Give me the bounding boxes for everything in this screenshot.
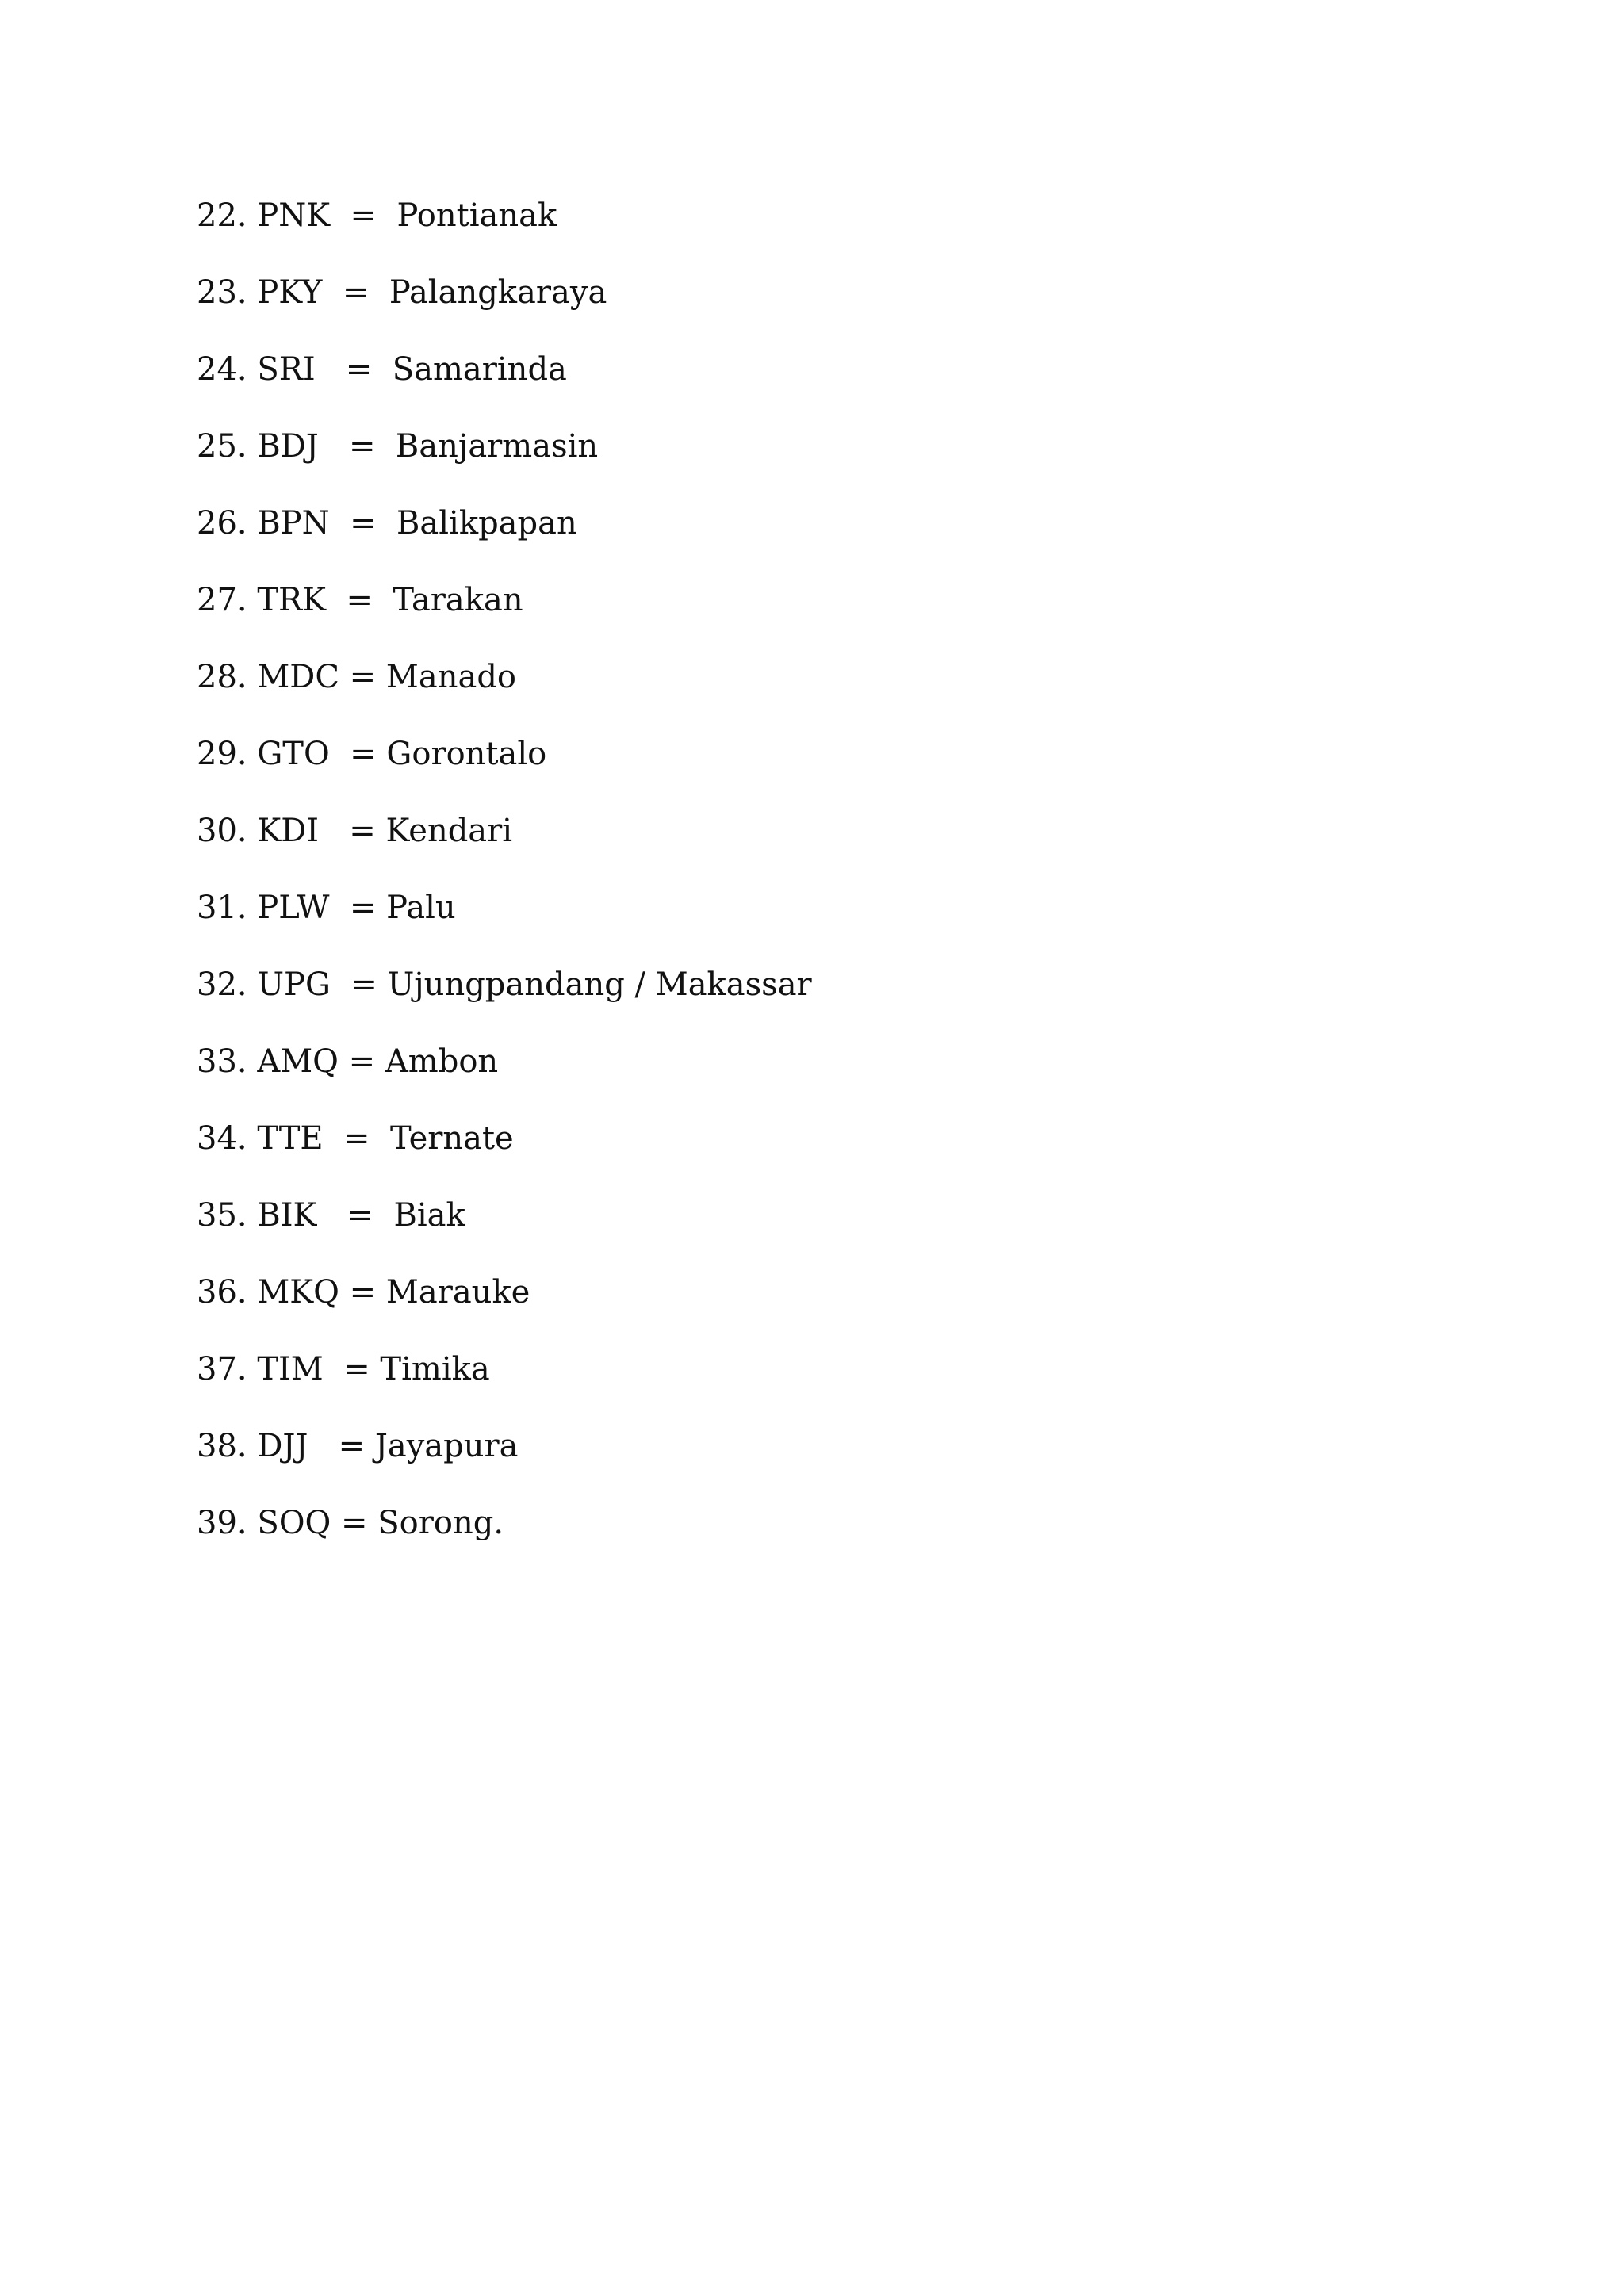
list-item: 34. TTE = Ternate bbox=[197, 1120, 514, 1157]
list-item: 29. GTO = Gorontalo bbox=[197, 736, 547, 772]
list-item: 36. MKQ = Marauke bbox=[197, 1274, 530, 1311]
list-item: 27. TRK = Tarakan bbox=[197, 582, 523, 618]
list-item: 22. PNK = Pontianak bbox=[197, 197, 557, 234]
list-item: 38. DJJ = Jayapura bbox=[197, 1428, 519, 1464]
list-item: 28. MDC = Manado bbox=[197, 659, 517, 695]
list-item: 35. BIK = Biak bbox=[197, 1197, 465, 1234]
list-item: 32. UPG = Ujungpandang / Makassar bbox=[197, 966, 812, 1003]
list-item: 24. SRI = Samarinda bbox=[197, 351, 567, 388]
list-item: 33. AMQ = Ambon bbox=[197, 1043, 499, 1080]
airport-code-list bbox=[197, 193, 812, 1578]
list-item: 23. PKY = Palangkaraya bbox=[197, 274, 607, 311]
list-item: 30. KDI = Kendari bbox=[197, 813, 513, 849]
list-item: 39. SOQ = Sorong. bbox=[197, 1505, 504, 1541]
list-item: 37. TIM = Timika bbox=[197, 1351, 490, 1387]
list-item: 31. PLW = Palu bbox=[197, 890, 456, 926]
list-item: 25. BDJ = Banjarmasin bbox=[197, 428, 599, 465]
list-item: 26. BPN = Balikpapan bbox=[197, 505, 577, 541]
